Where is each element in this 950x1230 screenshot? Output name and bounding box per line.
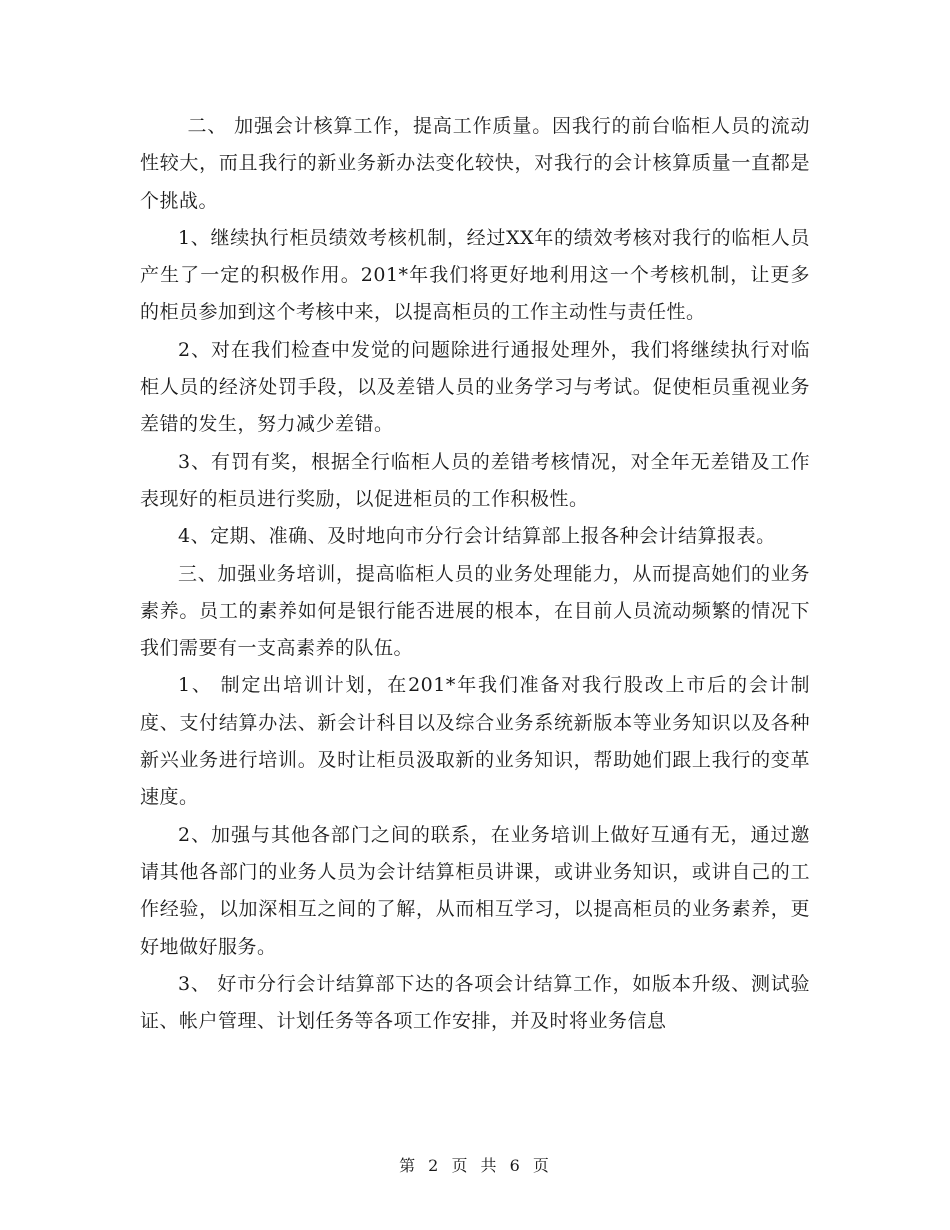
paragraph-training-plan: 1、 制定出培训计划，在201*年我们准备对我行股改上市后的会计制度、支付结算办法、新会计科目以及综合业务系统新版本等业务知识以及各种新兴业务进行培训。及时让柜员汲取新的业务知识，帮助她们跟上我行的变革速度。 xyxy=(140,674,810,809)
paragraph-item-2-penalty: 2、对在我们检查中发觉的问题除进行通报处理外，我们将继续执行对临柜人员的经济处罚手段，以及差错人员的业务学习与考试。促使柜员重视业务差错的发生，努力减少差错。 xyxy=(140,338,810,436)
paragraph-department-liaison: 2、加强与其他各部门之间的联系，在业务培训上做好互通有无，通过邀请其他各部门的业务人员为会计结算柜员讲课，或讲业务知识，或讲自己的工作经验，以加深相互之间的了解，从而相互学习，以提高柜员的业务素养，更好地做好服务。 xyxy=(140,823,810,958)
paragraph-item-1-appraisal: 1、继续执行柜员绩效考核机制，经过XX年的绩效考核对我行的临柜人员产生了一定的积极作用。201*年我们将更好地利用这一个考核机制，让更多的柜员参加到这个考核中来，以提高柜员的工作主动性与责任性。 xyxy=(140,226,810,324)
section-two-heading-paragraph: 二、 加强会计核算工作，提高工作质量。因我行的前台临柜人员的流动性较大，而且我行的新业务新办法变化较快，对我行的会计核算质量一直都是个挑战。 xyxy=(140,115,810,212)
paragraph-item-4-reports: 4、定期、准确、及时地向市分行会计结算部上报各种会计结算报表。 xyxy=(178,525,776,548)
section-three-heading-paragraph: 三、加强业务培训，提高临柜人员的业务处理能力，从而提高她们的业务素养。员工的素养如何是银行能否进展的根本，在目前人员流动频繁的情况下我们需要有一支高素养的队伍。 xyxy=(140,562,810,660)
document-body xyxy=(140,108,810,1040)
paragraph-item-3-reward: 3、有罚有奖，根据全行临柜人员的差错考核情况，对全年无差错及工作表现好的柜员进行奖励，以促进柜员的工作积极性。 xyxy=(140,450,810,510)
paragraph-branch-tasks: 3、 好市分行会计结算部下达的各项会计结算工作，如版本升级、测试验证、帐户管理、计划任务等各项工作安排，并及时将业务信息 xyxy=(140,972,810,1033)
page-number-footer: 第 2 页 共 6 页 xyxy=(399,1156,551,1175)
